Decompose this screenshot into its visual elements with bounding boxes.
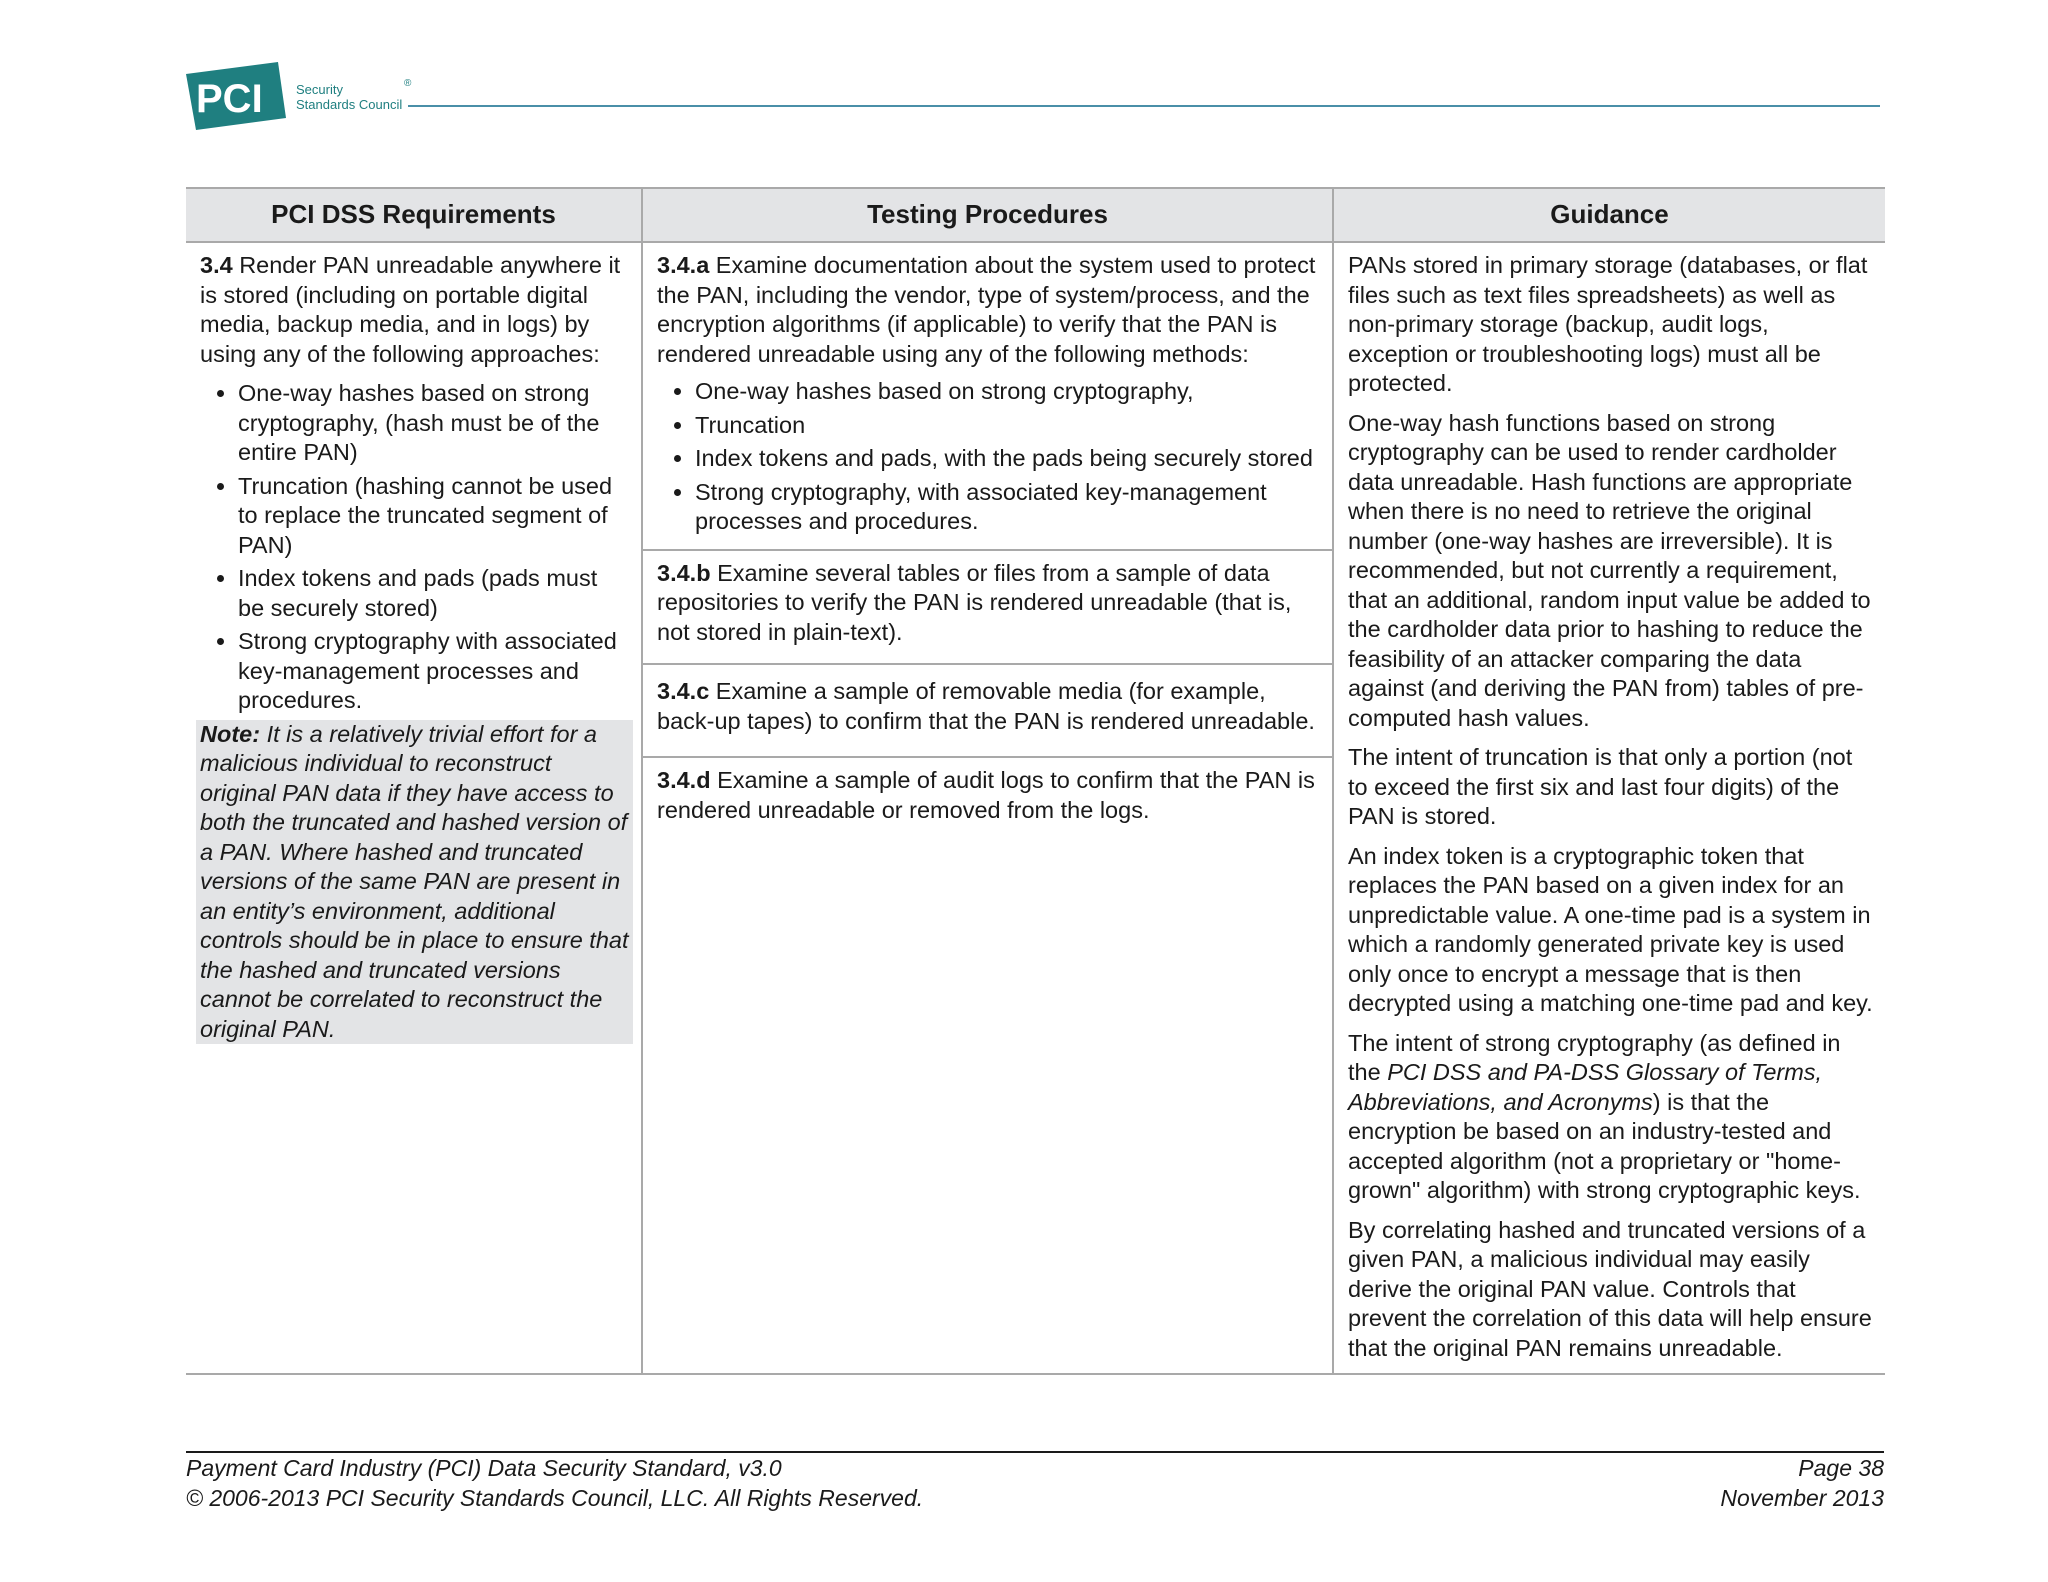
guidance-paragraph	[1348, 1029, 1873, 1206]
requirement-note	[196, 720, 633, 1045]
list-item: • One-way hashes based on strong cryptography,	[695, 377, 1320, 407]
requirement-intro	[200, 251, 629, 369]
testing-procedures-cell	[642, 242, 1333, 1374]
procedure-text: Examine documentation about the system used to protect the PAN, including the vendor, type of system/process, and the encryption algorithms (if applicable) to verify that the PAN is rendered unreadable using any of the following methods:	[657, 252, 1316, 367]
page-header	[186, 60, 1882, 130]
guidance-paragraph: PANs stored in primary storage (databases, or flat files such as text files spreadsheets) as well as non-primary storage (backup, audit logs, exception or troubleshooting logs) must all be protected.	[1348, 252, 1868, 396]
procedure-bullets	[657, 377, 1320, 537]
footer-date: November 2013	[1720, 1485, 1884, 1511]
pci-logo	[186, 60, 426, 132]
logo-mark: PCI	[196, 77, 263, 121]
requirement-text: Render PAN unreadable anywhere it is stored (including on portable digital media, backup media, and in logs) by using any of the following approaches:	[200, 252, 621, 367]
col-header-testing: Testing Procedures	[642, 188, 1333, 242]
footer-row	[186, 1453, 1884, 1483]
page-number: Page 38	[1798, 1455, 1884, 1481]
requirements-table	[186, 187, 1885, 1375]
col-header-guidance: Guidance	[1333, 188, 1885, 242]
guidance-cell	[1333, 242, 1885, 1374]
procedure-3-4-a	[643, 243, 1332, 551]
guidance-text: The intent of strong cryptography (as defined in the	[1348, 1029, 1841, 1085]
header-rule	[408, 105, 1880, 107]
list-item: • Truncation	[695, 411, 1320, 441]
table-row	[186, 242, 1885, 1374]
procedure-text: Examine a sample of removable media (for example, back-up tapes) to confirm that the PAN is rendered unreadable.	[657, 678, 1315, 734]
procedure-number: 3.4.b	[657, 559, 711, 586]
procedure-text: Examine several tables or files from a sample of data repositories to verify the PAN is rendered unreadable (that is, not stored in plain-text).	[657, 559, 1292, 645]
logo-registered: ®	[404, 78, 412, 89]
footer-row	[186, 1483, 1884, 1513]
guidance-text: ) is that the encryption be based on an industry-tested and accepted algorithm (not a proprietary or "home-grown" algorithm) with strong cryptographic keys.	[1348, 1088, 1861, 1203]
glossary-title: PCI DSS and PA-DSS Glossary of Terms, Abbreviations, and Acronyms	[1348, 1059, 1823, 1115]
page-footer	[186, 1451, 1884, 1513]
procedure-number: 3.4.c	[657, 678, 710, 704]
footer-copyright: © 2006-2013 PCI Security Standards Council, LLC. All Rights Reserved.	[186, 1485, 924, 1511]
list-item: • Strong cryptography with associated key-management processes and procedures.	[238, 627, 629, 716]
col-header-requirements: PCI DSS Requirements	[186, 188, 642, 242]
list-item: • Index tokens and pads (pads must be securely stored)	[238, 564, 629, 623]
guidance-paragraph: One-way hash functions based on strong cryptography can be used to render cardholder data unreadable. Hash functions are appropriate when there is no need to retrieve the original number (one-way hashes are irreversible). It is recommended, but not currently a requirement, that an additional, random input value be added to the cardholder data prior to hashing to reduce the feasibility of an attacker comparing the data against (and deriving the PAN from) tables of pre-computed hash values.	[1348, 409, 1871, 731]
requirement-number: 3.4	[200, 252, 233, 278]
note-text: It is a relatively trivial effort for a malicious individual to reconstruct original PAN data if they have access to both the truncated and hashed version of a PAN. Where hashed and truncated versions of the same PAN are present in an entity’s environment, additional controls should be in place to ensure that the hashed and truncated versions cannot be correlated to reconstruct the original PAN.	[200, 720, 629, 1042]
list-item: • Index tokens and pads, with the pads being securely stored	[695, 444, 1320, 474]
note-label: Note:	[200, 720, 261, 747]
procedure-number: 3.4.d	[657, 767, 711, 793]
table-header-row	[186, 188, 1885, 242]
procedure-3-4-d	[643, 758, 1332, 833]
guidance-paragraph: The intent of truncation is that only a portion (not to exceed the first six and last four digits) of the PAN is stored.	[1348, 744, 1853, 829]
procedure-text: Examine a sample of audit logs to confirm that the PAN is rendered unreadable or removed from the logs.	[657, 767, 1315, 823]
procedure-3-4-b	[643, 551, 1332, 666]
procedure-3-4-c	[643, 665, 1332, 758]
requirements-cell	[186, 242, 642, 1374]
list-item: • Strong cryptography, with associated key-management processes and procedures.	[695, 478, 1320, 537]
requirement-bullets	[200, 379, 629, 716]
procedure-number: 3.4.a	[657, 252, 710, 278]
logo-line1: Security	[296, 82, 343, 97]
list-item: • Truncation (hashing cannot be used to replace the truncated segment of PAN)	[238, 472, 629, 561]
logo-line2: Standards Council	[296, 97, 403, 112]
guidance-paragraph: An index token is a cryptographic token that replaces the PAN based on a given index for an unpredictable value. A one-time pad is a system in which a randomly generated private key is used only once to encrypt a message that is then decrypted using a matching one-time pad and key.	[1348, 842, 1873, 1016]
footer-title: Payment Card Industry (PCI) Data Security Standard, v3.0	[186, 1455, 782, 1481]
guidance-paragraph: By correlating hashed and truncated versions of a given PAN, a malicious individual may easily derive the original PAN value. Controls that prevent the correlation of this data will help ensure that the original PAN remains unreadable.	[1348, 1216, 1872, 1361]
list-item: • One-way hashes based on strong cryptography, (hash must be of the entire PAN)	[238, 379, 629, 468]
